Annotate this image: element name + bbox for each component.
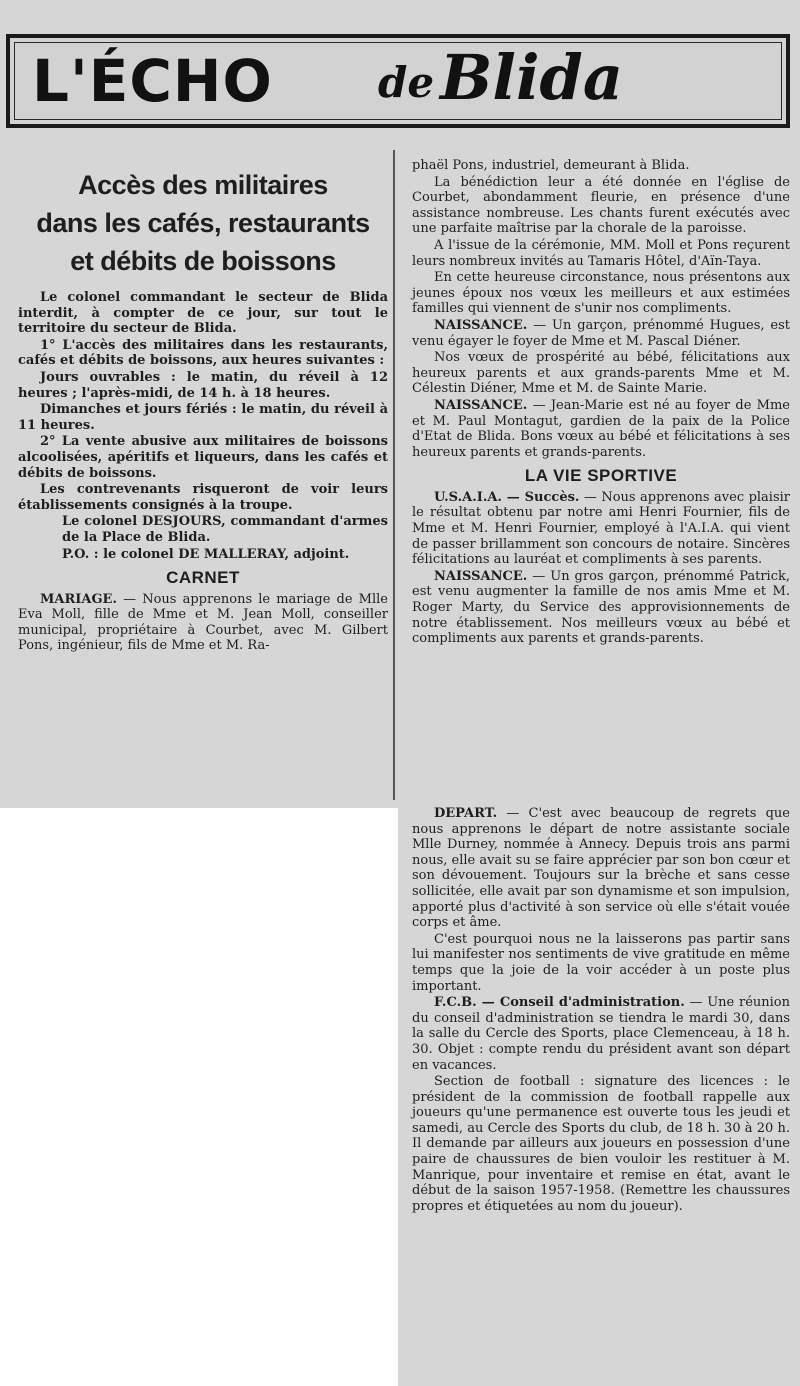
masthead-de: de <box>378 58 435 107</box>
masthead-blida: Blida <box>440 41 624 114</box>
article-paragraph: La bénédiction leur a été donnée en l'église de Courbet, abondamment fleurie, en présence d'une assistance nombreuse. Les chants furent exécutés avec une parfaite maîtrise par la chorale de la paroisse. <box>412 174 790 237</box>
po-label: P.O. <box>62 546 90 562</box>
article-paragraph: Le colonel commandant le secteur de Blida interdit, à compter de ce jour, sur tout le territoire du secteur de Blida. <box>18 290 388 337</box>
naissance-hugues <box>412 318 790 349</box>
fcb-label: F.C.B. — Conseil d'administration. <box>434 995 685 1011</box>
article-paragraph: C'est pourquoi nous ne la laisserons pas partir sans lui manifester nos sentiments de vive gratitude en même temps que la joie de la voir accéder à un poste plus important. <box>412 931 790 994</box>
headline-line-3: et débits de boissons <box>70 246 336 276</box>
fcb-item <box>412 995 790 1073</box>
section-heading-carnet: CARNET <box>166 568 240 588</box>
article-paragraph: 2° La vente abusive aux militaires de boissons alcoolisées, apéritifs et liqueurs, dans les cafés et débits de boissons. <box>18 434 388 481</box>
naissance-text: — Jean-Marie est né au foyer de Mme et M. Paul Montagut, gardien de la paix de la Police d'Etat de Blida. Bons vœux au bébé et félicitations à ses heureux parents et grands-parents. <box>412 397 790 460</box>
signature-title: , adjoint. <box>284 546 350 562</box>
signature-title: , commandant d'armes de la Place de Blida. <box>62 514 388 545</box>
signature-commandant <box>18 514 388 545</box>
signature-name: DESJOURS <box>141 514 222 530</box>
naissance-text: — Un garçon, prénommé Hugues, est venu égayer le foyer de Mme et M. Pascal Diéner. <box>412 317 790 349</box>
masthead <box>6 34 790 128</box>
naissance-text: — Un gros garçon, prénommé Patrick, est venu augmenter la famille de nos amis Mme et M. Roger Marty, du Service des approvisionnements de notre établissement. Nos meilleurs vœux au bébé et compliments aux parents et grands-parents. <box>412 568 790 647</box>
mariage-label: MARIAGE. <box>40 591 117 607</box>
signature-prefix: : le colonel <box>89 546 179 562</box>
masthead-echo: L'ÉCHO <box>32 47 273 115</box>
section-heading-vie-sportive: LA VIE SPORTIVE <box>524 466 678 486</box>
article-paragraph: Nos vœux de prospérité au bébé, félicitations aux heureux parents et aux grands-parents Mme et M. Célestin Diéner, Mme et M. de Sainte Marie. <box>412 350 790 397</box>
carnet-mariage <box>18 592 388 654</box>
article-paragraph: phaël Pons, industriel, demeurant à Blida. <box>412 158 690 173</box>
article-paragraph: A l'issue de la cérémonie, MM. Moll et Pons reçurent leurs nombreux invités au Tamaris Hôtel, d'Aïn-Taya. <box>412 237 790 269</box>
usaia-item <box>412 490 790 568</box>
left-column <box>18 160 388 655</box>
naissance-label: NAISSANCE. <box>434 317 528 333</box>
depart-label: DEPART. <box>434 806 498 821</box>
naissance-label: NAISSANCE. <box>434 397 528 413</box>
right-column-upper <box>412 158 790 648</box>
column-rule <box>393 150 395 800</box>
naissance-patrick <box>412 569 790 647</box>
fcb-text: — Une réunion du conseil d'administration se tiendra le mardi 30, dans la salle du Cercle des Sports, place Clemenceau, à 18 h. 30. Objet : compte rendu du président avant son départ en vacances. <box>412 995 790 1073</box>
usaia-text: — Nous apprenons avec plaisir le résultat obtenu par notre ami Henri Fournier, fils de Mme et M. Henri Fournier, employé à l'A.I.A. qui vient de passer brillamment son concours de notaire. Sincères félicitations au lauréat et compliments à ses parents. <box>412 489 790 568</box>
mariage-text: — Nous apprenons le mariage de Mlle Eva Moll, fille de Mme et M. Jean Moll, conseiller municipal, propriétaire à Courbet, avec M. Gilbert Pons, ingénieur, fils de Mme et M. Ra- <box>18 591 388 654</box>
signature-name: DE MALLERAY <box>178 546 285 562</box>
article-paragraph: 1° L'accès des militaires dans les restaurants, cafés et débits de boissons, aux heures suivantes : <box>18 337 388 369</box>
usaia-label: U.S.A.I.A. — Succès. <box>434 489 580 505</box>
article-paragraph: Dimanches et jours fériés : le matin, du réveil à 11 heures. <box>18 402 388 433</box>
headline-line-2: dans les cafés, restaurants <box>36 208 370 238</box>
signature-adjoint <box>18 547 388 563</box>
headline-line-1: Accès des militaires <box>78 170 328 200</box>
naissance-jean-marie <box>412 398 790 460</box>
article-paragraph: Les contrevenants risqueront de voir leurs établissements consignés à la troupe. <box>18 482 388 513</box>
article-paragraph: En cette heureuse circonstance, nous présentons aux jeunes époux nos vœux les meilleurs et aux estimées familles qui viennent de s'unir nos compliments. <box>412 270 790 317</box>
article-paragraph: Section de football : signature des licences : le président de la commission de football rappelle aux joueurs qu'une permanence est ouverte tous les jeudi et samedi, au Cercle des Sports du club, de 18 h. 30 à 20 h. Il demande par ailleurs aux joueurs en possession d'une paire de chaussures de bien vouloir les restituer à M. Manrique, pour inventaire et remise en état, avant le début de la saison 1957-1958. (Remettre les chaussures propres et étiquetées au nom du joueur). <box>412 1074 790 1214</box>
signature-prefix: Le colonel <box>62 514 142 530</box>
article-paragraph: Jours ouvrables : le matin, du réveil à 12 heures ; l'après-midi, de 14 h. à 18 heures. <box>18 369 388 401</box>
naissance-label: NAISSANCE. <box>434 568 528 584</box>
article-headline <box>18 166 388 280</box>
depart-item <box>412 806 790 931</box>
depart-text: — C'est avec beaucoup de regrets que nous apprenons le départ de notre assistante sociale Mlle Durney, nommée à Annecy. Depuis trois ans parmi nous, elle avait su se faire apprécier par son bon cœur et son dévouement. Toujours sur la brèche et sans cesse sollicitée, elle avait par son dynamisme et son impulsion, apporté plus d'activité à son service où elle s'était vouée corps et âme. <box>412 806 790 931</box>
right-column-lower <box>412 806 790 1215</box>
